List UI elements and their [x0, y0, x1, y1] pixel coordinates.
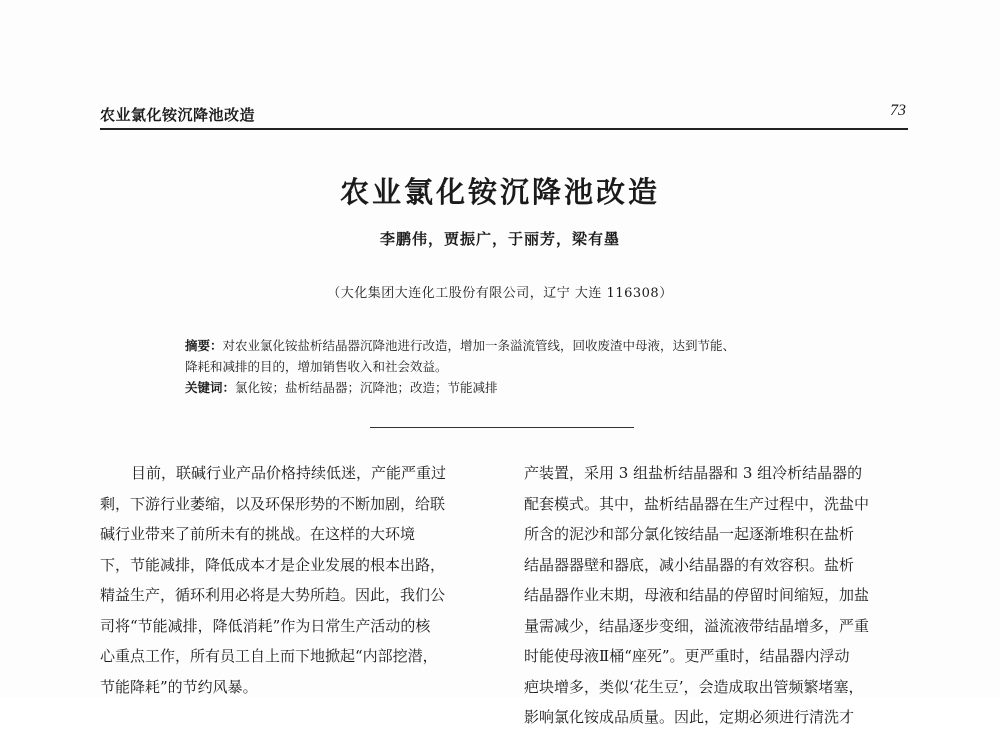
- abstract-line: [185, 335, 835, 356]
- body-line: 心重点工作，所有员工自上而下地掀起“内部挖潜，: [100, 647, 438, 665]
- abstract-label: 摘要：: [185, 338, 223, 353]
- body-line: 剩，下游行业萎缩，以及环保形势的不断加剧，给联: [100, 494, 446, 513]
- body-line: 时能使母液Ⅱ桶“座死”。更严重时，结晶器内浮动: [524, 647, 850, 665]
- article-title: 农业氯化铵沉降池改造: [339, 175, 660, 209]
- affiliation: （大化集团大连化工股份有限公司，辽宁 大连 116308）: [327, 286, 673, 301]
- body-line: 产装置，采用 3 组盐析结晶器和 3 组冷析结晶器的: [524, 464, 863, 482]
- keywords-label: 关键词：: [185, 380, 236, 395]
- body-line: 下，节能减排，降低成本才是企业发展的根本出路，: [100, 555, 446, 574]
- running-header: [100, 100, 908, 130]
- abstract-text-2: 降耗和减排的目的，增加销售收入和社会效益。: [185, 359, 448, 374]
- body-line: 碱行业带来了前所未有的挑战。在这样的大环境: [100, 525, 416, 543]
- body-line: 结晶器作业末期，母液和结晶的停留时间缩短，加盐: [524, 586, 870, 604]
- abstract-text-1: 对农业氯化铵盐析结晶器沉降池进行改造，增加一条溢流管线，回收废渣中母液，达到节能、: [222, 338, 736, 353]
- abstract-block: [185, 335, 835, 398]
- header-rule: [100, 128, 908, 130]
- body-line: 节能降耗”的节约风暴。: [100, 677, 258, 696]
- body-line: 目前，联碱行业产品价格持续低迷，产能严重过: [131, 464, 447, 482]
- body-line: 结晶器器壁和器底，减小结晶器的有效容积。盐析: [524, 555, 855, 574]
- body-line: 所含的泥沙和部分氯化铵结晶一起逐渐堆积在盐析: [524, 525, 855, 543]
- body-line: 配套模式。其中，盐析结晶器在生产过程中，洗盐中: [524, 494, 870, 513]
- keywords-text: 氯化铵；盐析结晶器；沉降池；改造；节能减排: [235, 380, 498, 395]
- running-title: 农业氯化铵沉降池改造: [100, 106, 256, 124]
- body-column-right: [524, 458, 904, 733]
- authors: 李鹏伟，贾振广，于丽芳，梁有墨: [379, 230, 620, 248]
- keywords-line: [185, 377, 835, 398]
- body-line: 影响氯化铵成品质量。因此，定期必须进行清洗才: [524, 708, 855, 726]
- body-line: 精益生产，循环利用必将是大势所趋。因此，我们公: [100, 586, 446, 604]
- abstract-line: [185, 356, 835, 377]
- body-line: 量需减少，结晶逐步变细，溢流液带结晶增多，严重: [524, 616, 870, 635]
- page-number: 73: [890, 102, 906, 119]
- body-column-left: [100, 458, 480, 702]
- body-line: 疤块增多，类似‘花生豆’，会造成取出管频繁堵塞，: [524, 677, 864, 696]
- body-line: 司将“节能减排，降低消耗”作为日常生产活动的核: [100, 616, 431, 635]
- abstract-separator: [370, 427, 634, 428]
